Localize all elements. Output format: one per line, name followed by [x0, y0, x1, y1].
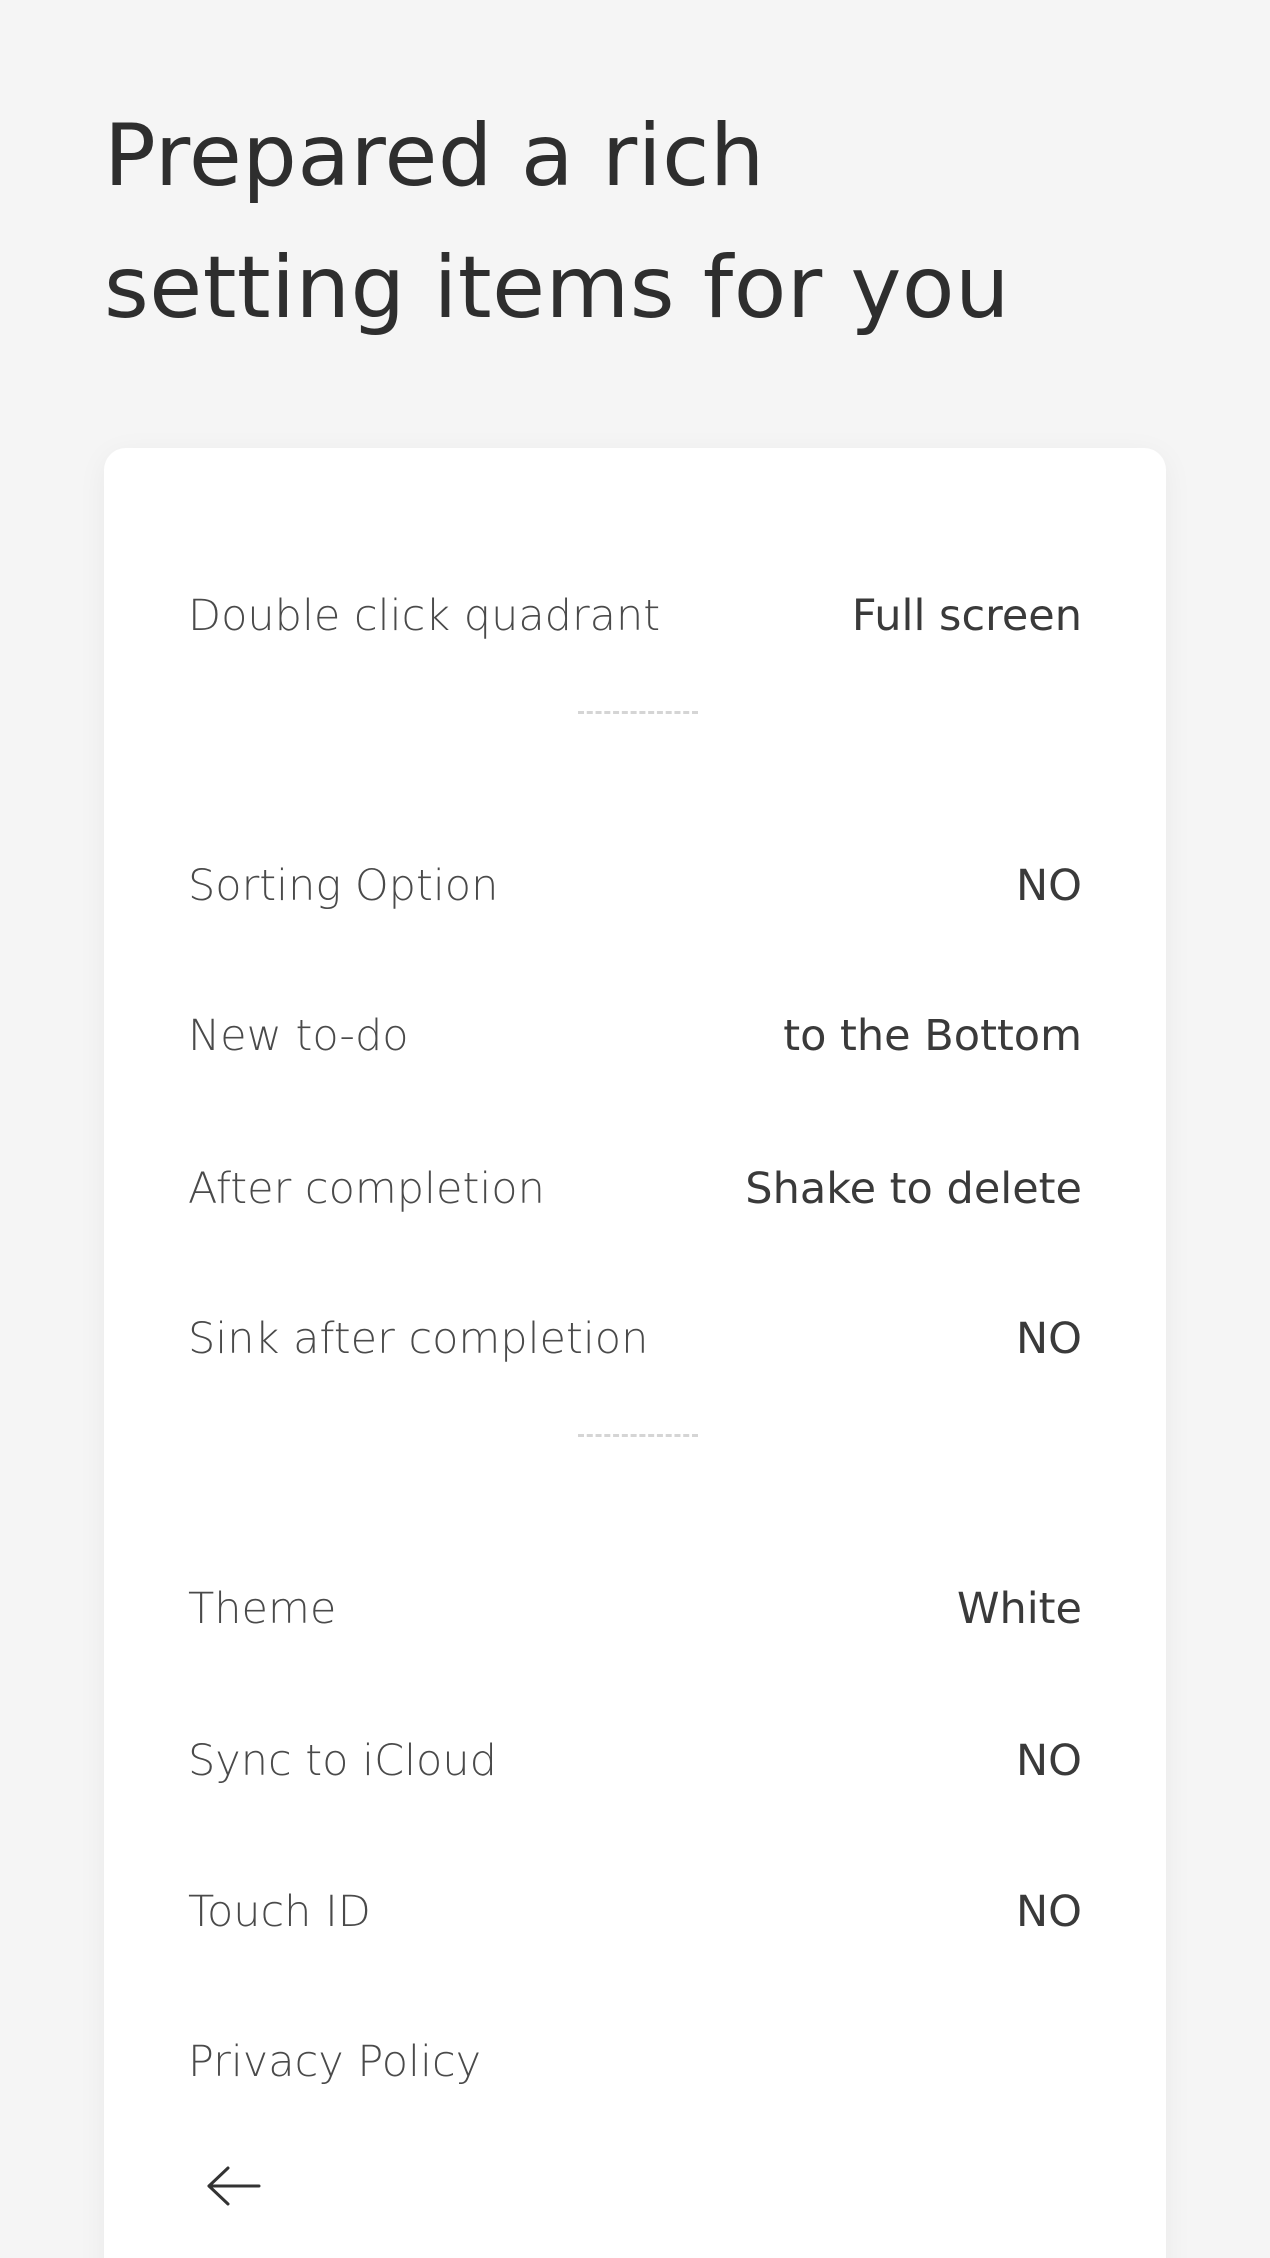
page-title-line-2: setting items for you — [104, 238, 1011, 338]
setting-touch-id[interactable] — [188, 1872, 1082, 1952]
setting-theme[interactable] — [188, 1569, 1082, 1649]
section-divider — [578, 1434, 698, 1437]
setting-value: Shake to delete — [745, 1164, 1082, 1214]
setting-label: Theme — [188, 1584, 337, 1634]
setting-label: Sync to iCloud — [188, 1736, 497, 1786]
setting-label: Sink after completion — [188, 1314, 649, 1364]
setting-sorting-option[interactable] — [188, 846, 1082, 926]
setting-label: Sorting Option — [188, 861, 499, 911]
setting-new-todo[interactable] — [188, 996, 1082, 1076]
page-title — [104, 90, 1184, 354]
setting-sync-icloud[interactable] — [188, 1721, 1082, 1801]
setting-value: NO — [1015, 1314, 1082, 1364]
settings-card — [104, 448, 1166, 2258]
section-divider — [578, 711, 698, 714]
setting-label: New to-do — [188, 1011, 409, 1061]
setting-double-click-quadrant[interactable] — [188, 576, 1082, 656]
page-title-line-1: Prepared a rich — [104, 106, 765, 206]
setting-sink-after-completion[interactable] — [188, 1299, 1082, 1379]
setting-value: NO — [1015, 1736, 1082, 1786]
back-button[interactable] — [194, 2146, 274, 2226]
setting-label: Touch ID — [188, 1887, 371, 1937]
setting-value: NO — [1015, 1887, 1082, 1937]
setting-label: After completion — [188, 1164, 545, 1214]
setting-value: Full screen — [851, 591, 1082, 641]
setting-after-completion[interactable] — [188, 1149, 1082, 1229]
setting-value: NO — [1015, 861, 1082, 911]
arrow-left-icon — [206, 2164, 262, 2208]
setting-value: to the Bottom — [783, 1011, 1082, 1061]
setting-value: White — [956, 1584, 1082, 1634]
setting-privacy-policy[interactable] — [188, 2022, 1082, 2102]
setting-label: Double click quadrant — [188, 591, 661, 641]
setting-label: Privacy Policy — [188, 2037, 482, 2087]
